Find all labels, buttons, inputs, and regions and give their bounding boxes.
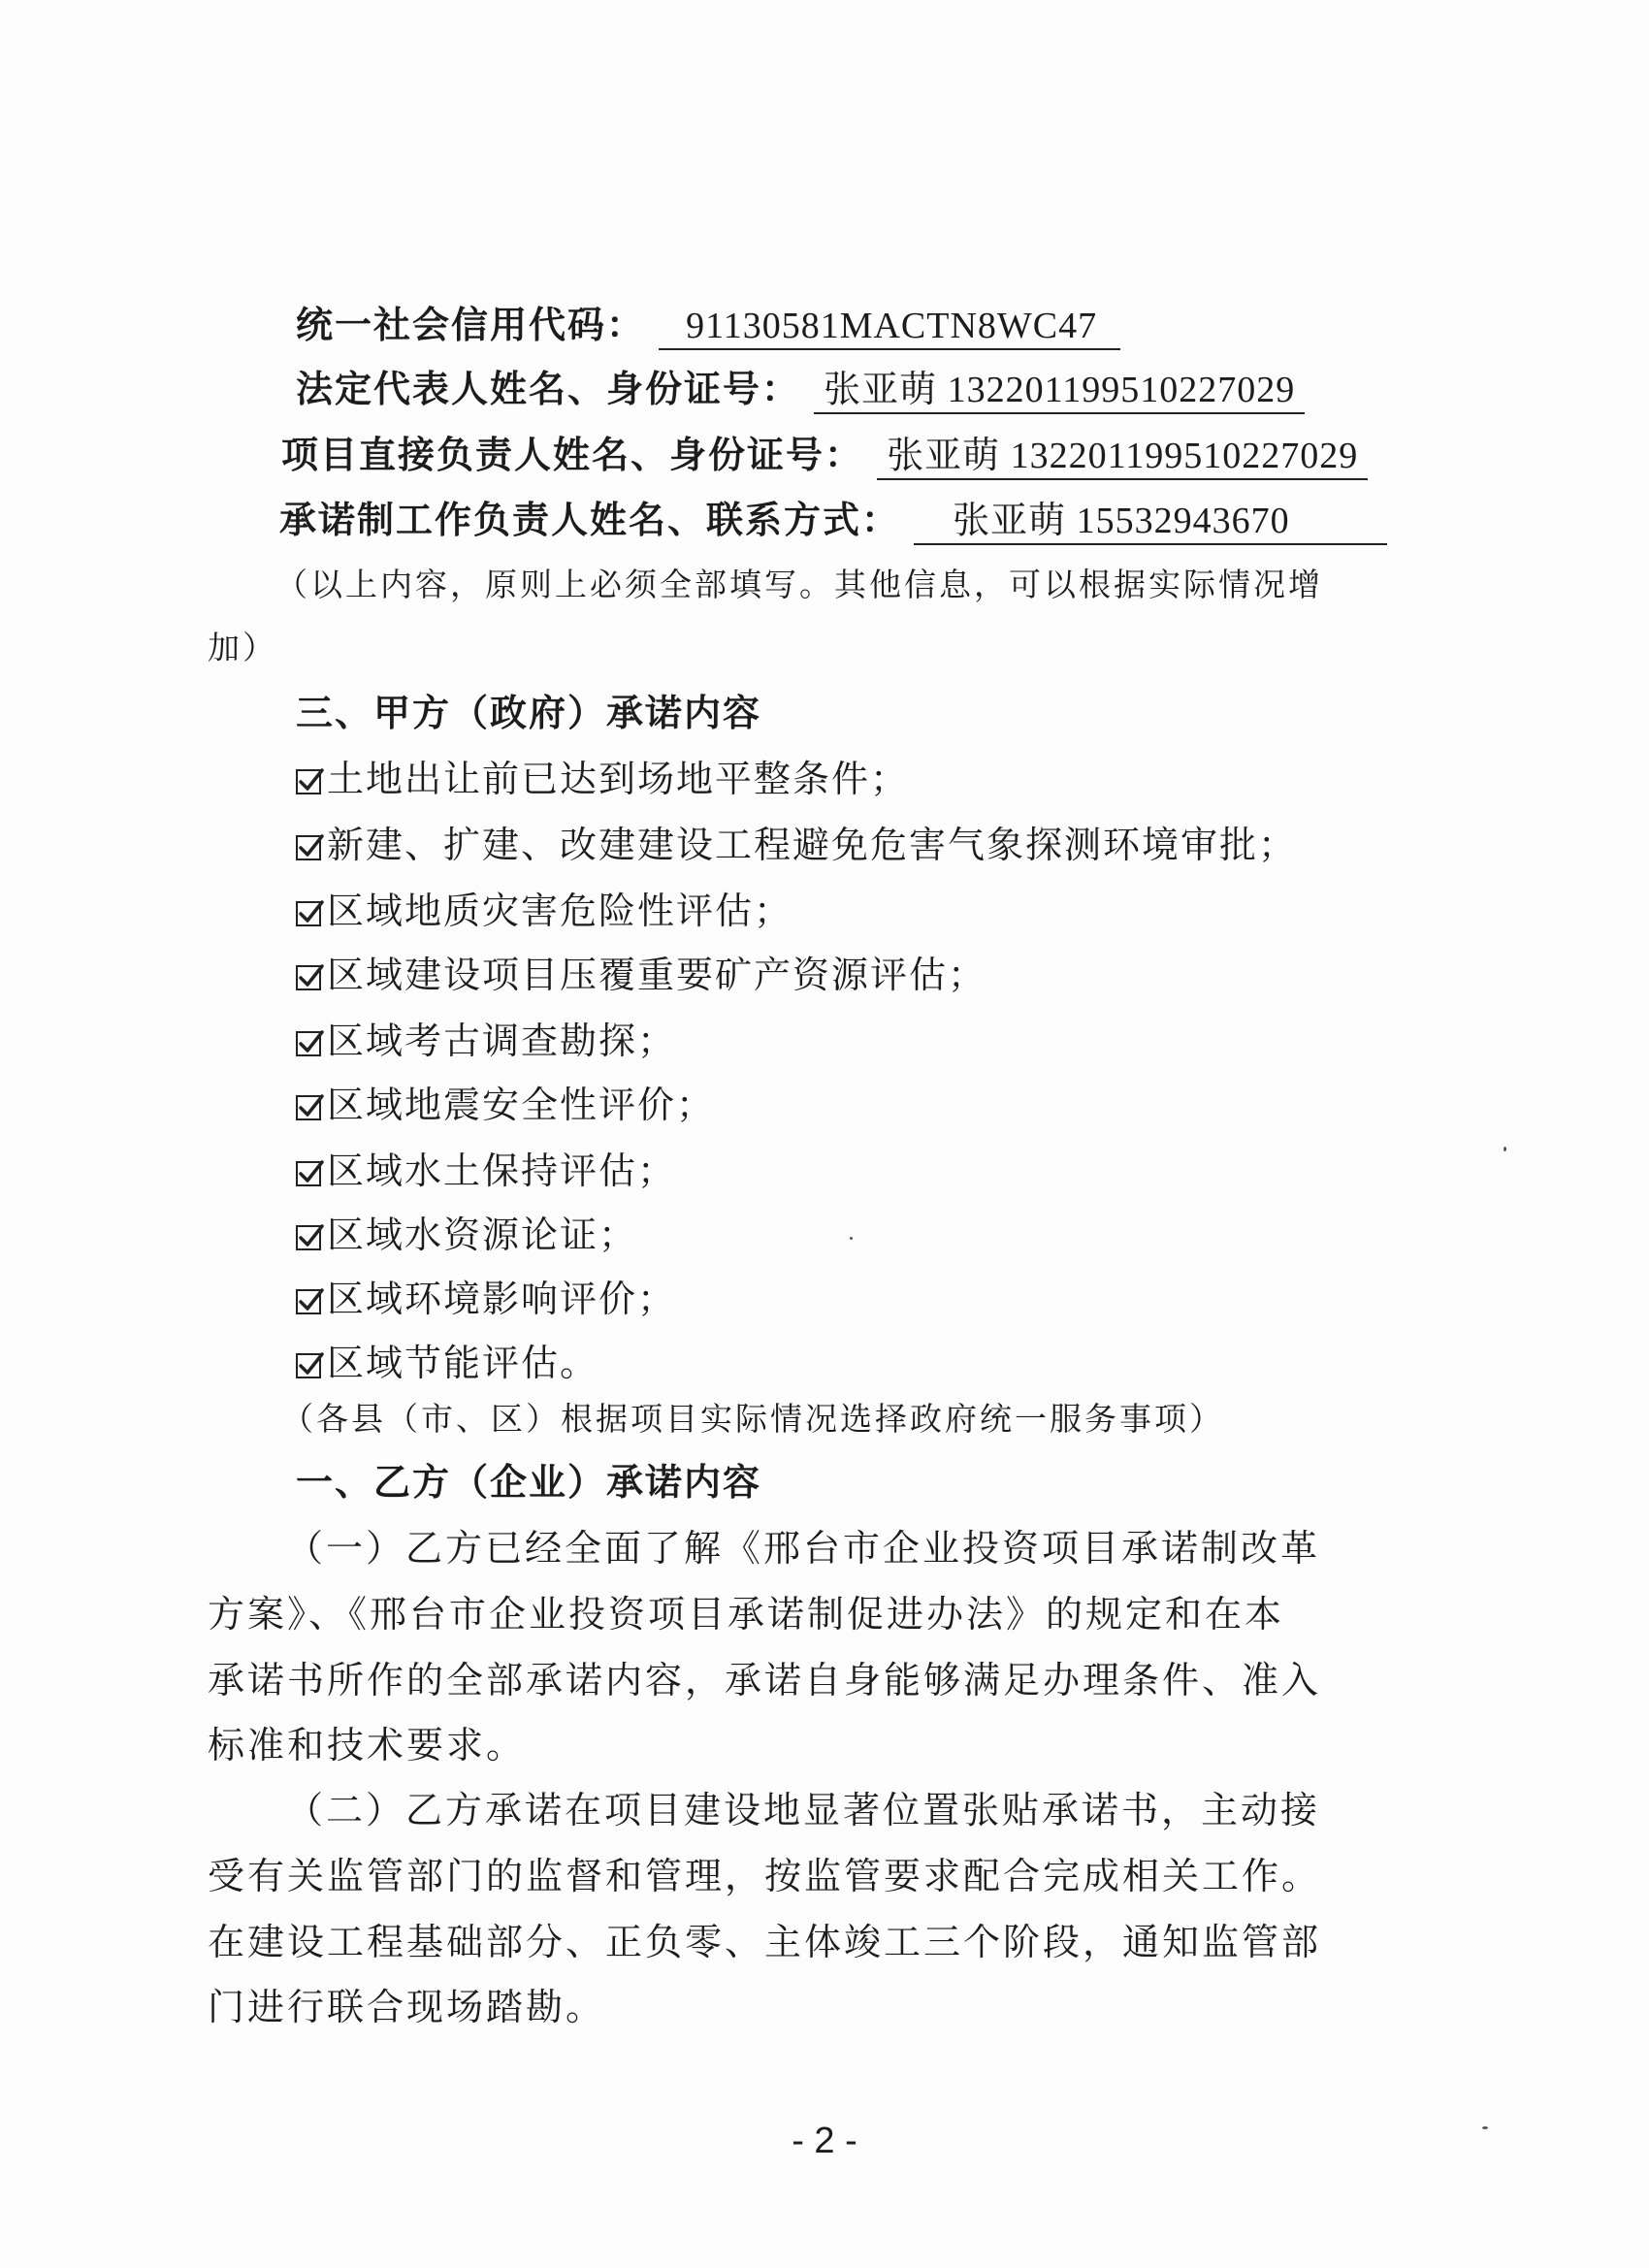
commitment-item: [296, 823, 1297, 867]
section3-note: （各县（市、区）根据项目实际情况选择政府统一服务事项）: [281, 1400, 1224, 1438]
checked-checkbox-icon: [296, 769, 321, 794]
commitment-item: [296, 757, 909, 801]
paragraph-line: 门进行联合现场踏勘。: [208, 1986, 606, 2028]
paragraph-line: 承诺书所作的全部承诺内容，承诺自身能够满足办理条件、准入: [208, 1659, 1322, 1701]
project-lead-row: [281, 433, 1368, 480]
paragraph-line: 受有关监管部门的监督和管理，按监管要求配合完成相关工作。: [208, 1855, 1322, 1897]
credit-code-row: [296, 303, 1120, 350]
checked-checkbox-icon: [296, 1225, 321, 1250]
commitment-lead-label: 承诺制工作负责人姓名、联系方式：: [279, 498, 901, 541]
project-lead-label: 项目直接负责人姓名、身份证号：: [281, 433, 864, 476]
checked-checkbox-icon: [296, 1031, 321, 1056]
checked-checkbox-icon: [296, 1161, 321, 1186]
checked-checkbox-icon: [296, 1353, 321, 1378]
section3-title: 三、甲方（政府）承诺内容: [296, 691, 762, 734]
fill-note-line1: （以上内容，原则上必须全部填写。其他信息，可以根据实际情况增: [275, 566, 1323, 603]
page-number: - 2 -: [792, 2121, 857, 2161]
commitment-item-label: 区域水土保持评估；: [327, 1150, 677, 1192]
commitment-item: [296, 1019, 676, 1063]
commitment-item-label: 区域地震安全性评价；: [327, 1084, 716, 1126]
commitment-item-label: 区域建设项目压覆重要矿产资源评估；: [327, 954, 987, 996]
legal-rep-value: 张亚萌 132201199510227029: [814, 368, 1305, 414]
commitment-item: [296, 953, 986, 997]
commitment-item: [296, 1277, 676, 1321]
commitment-item-label: 土地出让前已达到场地平整条件；: [327, 758, 910, 800]
commitment-item: [296, 1083, 715, 1127]
commitment-lead-row: [279, 498, 1387, 545]
commitment-lead-value: 张亚萌 15532943670: [914, 499, 1387, 545]
commitment-item-label: 区域考古调查勘探；: [327, 1020, 677, 1062]
commitment-item-label: 区域地质灾害危险性评估；: [327, 890, 793, 932]
commitment-item: [296, 1149, 676, 1193]
paragraph-line: 标准和技术要求。: [208, 1724, 527, 1766]
paragraph-line: （一）乙方已经全面了解《邢台市企业投资项目承诺制改革: [286, 1527, 1321, 1570]
credit-code-label: 统一社会信用代码：: [296, 303, 646, 346]
section1-title: 一、乙方（企业）承诺内容: [296, 1460, 762, 1504]
checked-checkbox-icon: [296, 1289, 321, 1314]
scan-speck: [1482, 2126, 1488, 2129]
scan-speck: [850, 1237, 853, 1240]
project-lead-value: 张亚萌 132201199510227029: [877, 434, 1368, 480]
commitment-item: [296, 1341, 598, 1385]
commitment-item: [296, 1213, 637, 1257]
checked-checkbox-icon: [296, 1095, 321, 1120]
legal-rep-row: [296, 367, 1305, 414]
paragraph-line: 方案》、《邢台市企业投资项目承诺制促进办法》的规定和在本: [208, 1593, 1285, 1636]
paragraph-line: 在建设工程基础部分、正负零、主体竣工三个阶段，通知监管部: [208, 1921, 1322, 1963]
commitment-item: [296, 889, 792, 933]
commitment-item-label: 新建、扩建、改建建设工程避免危害气象探测环境审批；: [327, 824, 1298, 866]
paragraph-line: （二）乙方承诺在项目建设地显著位置张贴承诺书，主动接: [286, 1789, 1321, 1831]
fill-note-line2: 加）: [208, 629, 277, 666]
checked-checkbox-icon: [296, 965, 321, 990]
scan-speck: [1504, 1147, 1506, 1151]
commitment-item-label: 区域水资源论证；: [327, 1214, 638, 1256]
credit-code-value: 91130581MACTN8WC47: [659, 304, 1120, 350]
checked-checkbox-icon: [296, 835, 321, 860]
commitment-item-label: 区域节能评估。: [327, 1342, 599, 1384]
commitment-item-label: 区域环境影响评价；: [327, 1278, 677, 1320]
legal-rep-label: 法定代表人姓名、身份证号：: [296, 367, 801, 410]
checked-checkbox-icon: [296, 901, 321, 926]
